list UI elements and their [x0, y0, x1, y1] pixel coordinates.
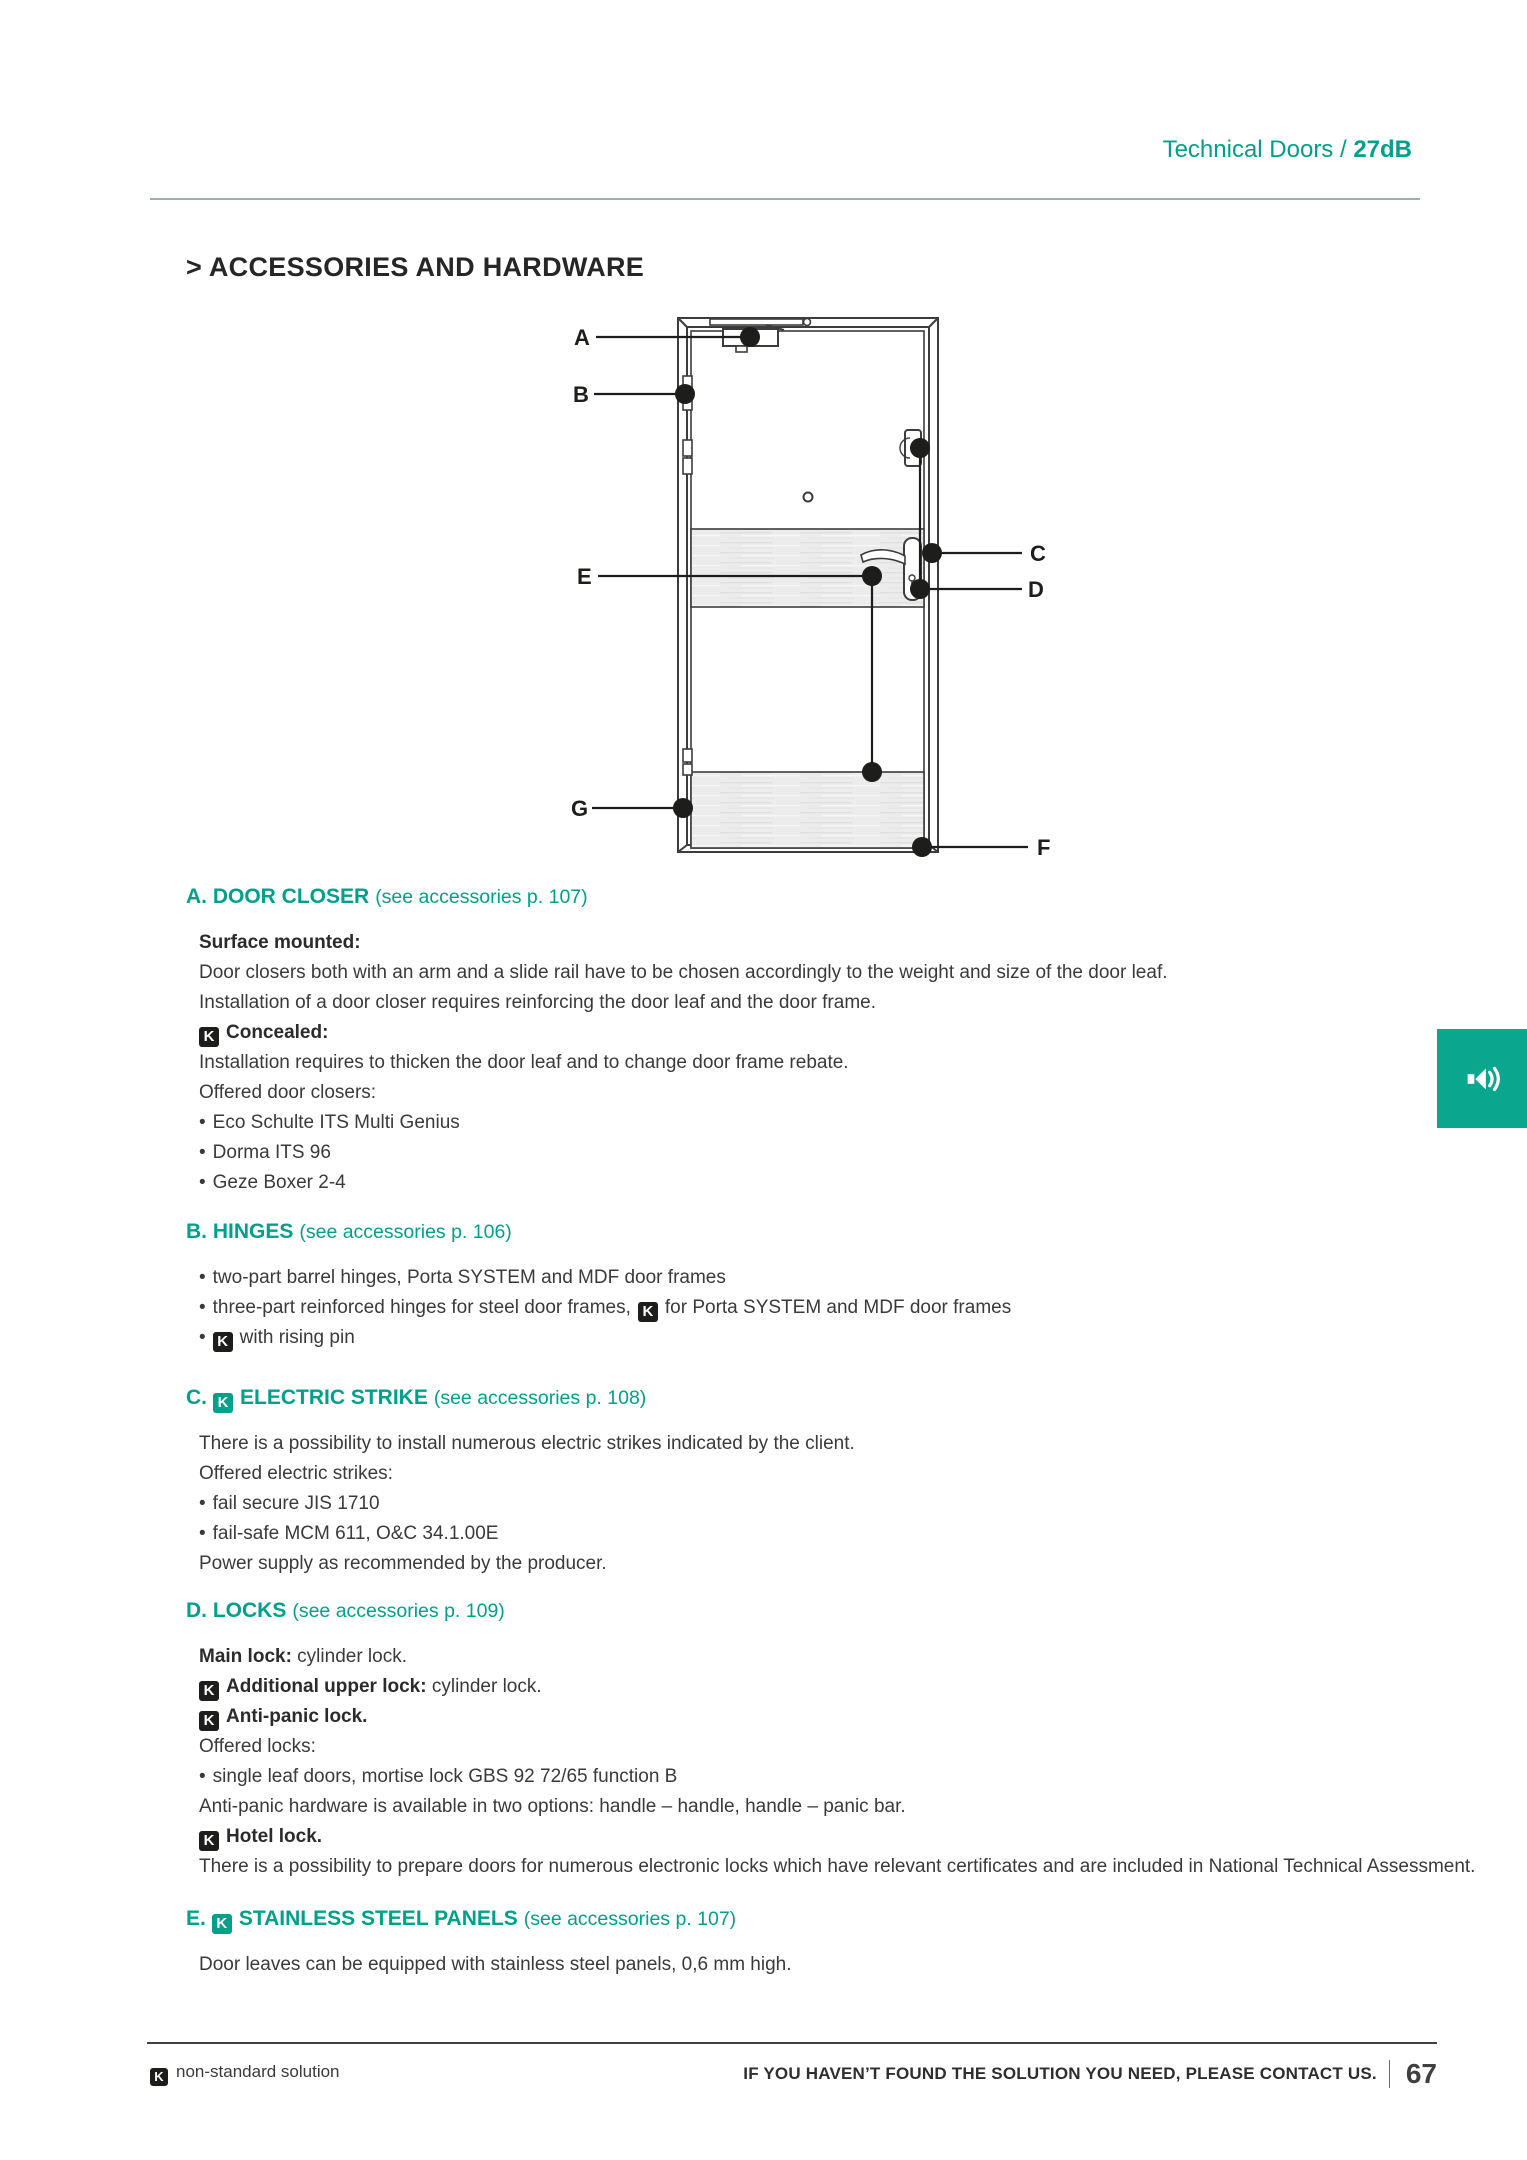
- audio-tab[interactable]: [1437, 1029, 1527, 1128]
- footer-message: IF YOU HAVEN’T FOUND THE SOLUTION YOU NEED, PLEASE CONTACT US.: [743, 2064, 1377, 2083]
- page-header: [1163, 136, 1412, 164]
- text-line: Door closers both with an arm and a slide rail have to be chosen accordingly to the weight and size of the door leaf.: [199, 962, 1168, 983]
- diagram-label-a: A: [574, 325, 590, 350]
- text-line: Anti-panic hardware is available in two options: handle – handle, handle – panic bar.: [199, 1796, 906, 1817]
- diagram-label-b: B: [573, 382, 589, 407]
- page-title: > ACCESSORIES AND HARDWARE: [186, 252, 645, 282]
- k-icon: K: [199, 1711, 219, 1731]
- text-line: K Anti-panic lock.: [199, 1702, 1486, 1732]
- k-icon: K: [150, 2068, 168, 2086]
- section-d-title: D. LOCKS: [186, 1599, 287, 1622]
- k-icon: K: [213, 1332, 233, 1352]
- text-line: K Concealed:: [199, 1018, 1486, 1048]
- section-a-title: A. DOOR CLOSER: [186, 885, 370, 908]
- section-locks: [186, 1600, 1486, 1882]
- diagram-label-f: F: [1037, 835, 1051, 860]
- footer-rule: [147, 2042, 1437, 2044]
- stainless-panel-lower: [691, 772, 924, 848]
- section-c-title: ELECTRIC STRIKE: [240, 1386, 428, 1409]
- section-c-note: (see accessories p. 108): [433, 1387, 647, 1409]
- diagram-label-c: C: [1030, 541, 1046, 566]
- door-closer-drawing: [710, 319, 811, 353]
- list-item: • three-part reinforced hinges for steel door frames, K for Porta SYSTEM and MDF door frames: [199, 1293, 1486, 1323]
- text-line: Installation of a door closer requires reinforcing the door leaf and the door frame.: [199, 992, 876, 1013]
- section-e-prefix: E.: [186, 1907, 206, 1930]
- footer-legend: [150, 2062, 340, 2086]
- footer-divider: [1389, 2060, 1390, 2088]
- k-icon: K: [213, 1393, 233, 1413]
- section-c-heading: [186, 1387, 1486, 1409]
- section-a-note: (see accessories p. 107): [375, 886, 588, 908]
- section-electric-strike: [186, 1387, 1486, 1579]
- section-d-heading: [186, 1600, 1486, 1622]
- section-e-note: (see accessories p. 107): [523, 1908, 737, 1930]
- list-item: • Dorma ITS 96: [199, 1138, 1486, 1168]
- k-icon: K: [212, 1914, 232, 1934]
- footer-right: [743, 2058, 1437, 2090]
- section-b-note: (see accessories p. 106): [299, 1221, 512, 1243]
- text-line: K Additional upper lock: cylinder lock.: [199, 1672, 1486, 1702]
- page-number: 67: [1405, 2058, 1437, 2089]
- list-item: • single leaf doors, mortise lock GBS 92 72/65 function B: [199, 1762, 1486, 1792]
- text-line: Offered locks:: [199, 1736, 316, 1757]
- header-section-label: Technical Doors /: [1162, 136, 1354, 163]
- header-db-label: 27dB: [1353, 136, 1412, 163]
- section-e-title: STAINLESS STEEL PANELS: [238, 1907, 518, 1930]
- list-item: • fail secure JIS 1710: [199, 1489, 1486, 1519]
- section-b-heading: [186, 1221, 1486, 1243]
- diagram-label-d: D: [1028, 577, 1044, 602]
- section-d-note: (see accessories p. 109): [292, 1600, 505, 1622]
- door-diagram: [560, 300, 1100, 880]
- header-rule: [150, 198, 1420, 200]
- text-line: There is a possibility to install numerous electric strikes indicated by the client.: [199, 1433, 855, 1454]
- section-e-heading: [186, 1908, 1486, 1930]
- text-line: Offered door closers:: [199, 1082, 377, 1103]
- list-item: • fail-safe MCM 611, O&C 34.1.00E: [199, 1519, 1486, 1549]
- text-line: Offered electric strikes:: [199, 1463, 393, 1484]
- text-line: Door leaves can be equipped with stainless steel panels, 0,6 mm high.: [199, 1954, 792, 1975]
- diagram-label-e: E: [577, 564, 592, 589]
- k-icon: K: [638, 1302, 658, 1322]
- diagram-label-g: G: [571, 796, 589, 821]
- section-b-title: B. HINGES: [186, 1220, 294, 1243]
- k-icon: K: [199, 1831, 219, 1851]
- list-item: • two-part barrel hinges, Porta SYSTEM and MDF door frames: [199, 1263, 1486, 1293]
- k-icon: K: [199, 1027, 219, 1047]
- k-icon: K: [199, 1681, 219, 1701]
- footer-legend-text: non-standard solution: [176, 2062, 340, 2081]
- list-item: • Geze Boxer 2-4: [199, 1168, 1486, 1198]
- section-a-heading: [186, 886, 1486, 908]
- text-line: Surface mounted:: [199, 932, 361, 953]
- footer: [150, 2058, 1437, 2090]
- stainless-panel-upper: [691, 529, 924, 607]
- speaker-icon: [1459, 1056, 1505, 1102]
- peephole: [804, 493, 813, 502]
- list-item: • Eco Schulte ITS Multi Genius: [199, 1108, 1486, 1138]
- text-line: Main lock: cylinder lock.: [199, 1646, 408, 1667]
- list-item: • K with rising pin: [199, 1323, 1486, 1353]
- text-line: Installation requires to thicken the door leaf and to change door frame rebate.: [199, 1052, 849, 1073]
- text-line: Power supply as recommended by the producer.: [199, 1553, 607, 1574]
- section-hinges: [186, 1221, 1486, 1353]
- section-stainless-steel-panels: [186, 1908, 1486, 1980]
- section-door-closer: [186, 886, 1486, 1198]
- text-line: There is a possibility to prepare doors for numerous electronic locks which have relevant certificates and are included in National Technical Assessment.: [199, 1856, 1476, 1877]
- section-c-prefix: C.: [186, 1386, 207, 1409]
- text-line: K Hotel lock.: [199, 1822, 1486, 1852]
